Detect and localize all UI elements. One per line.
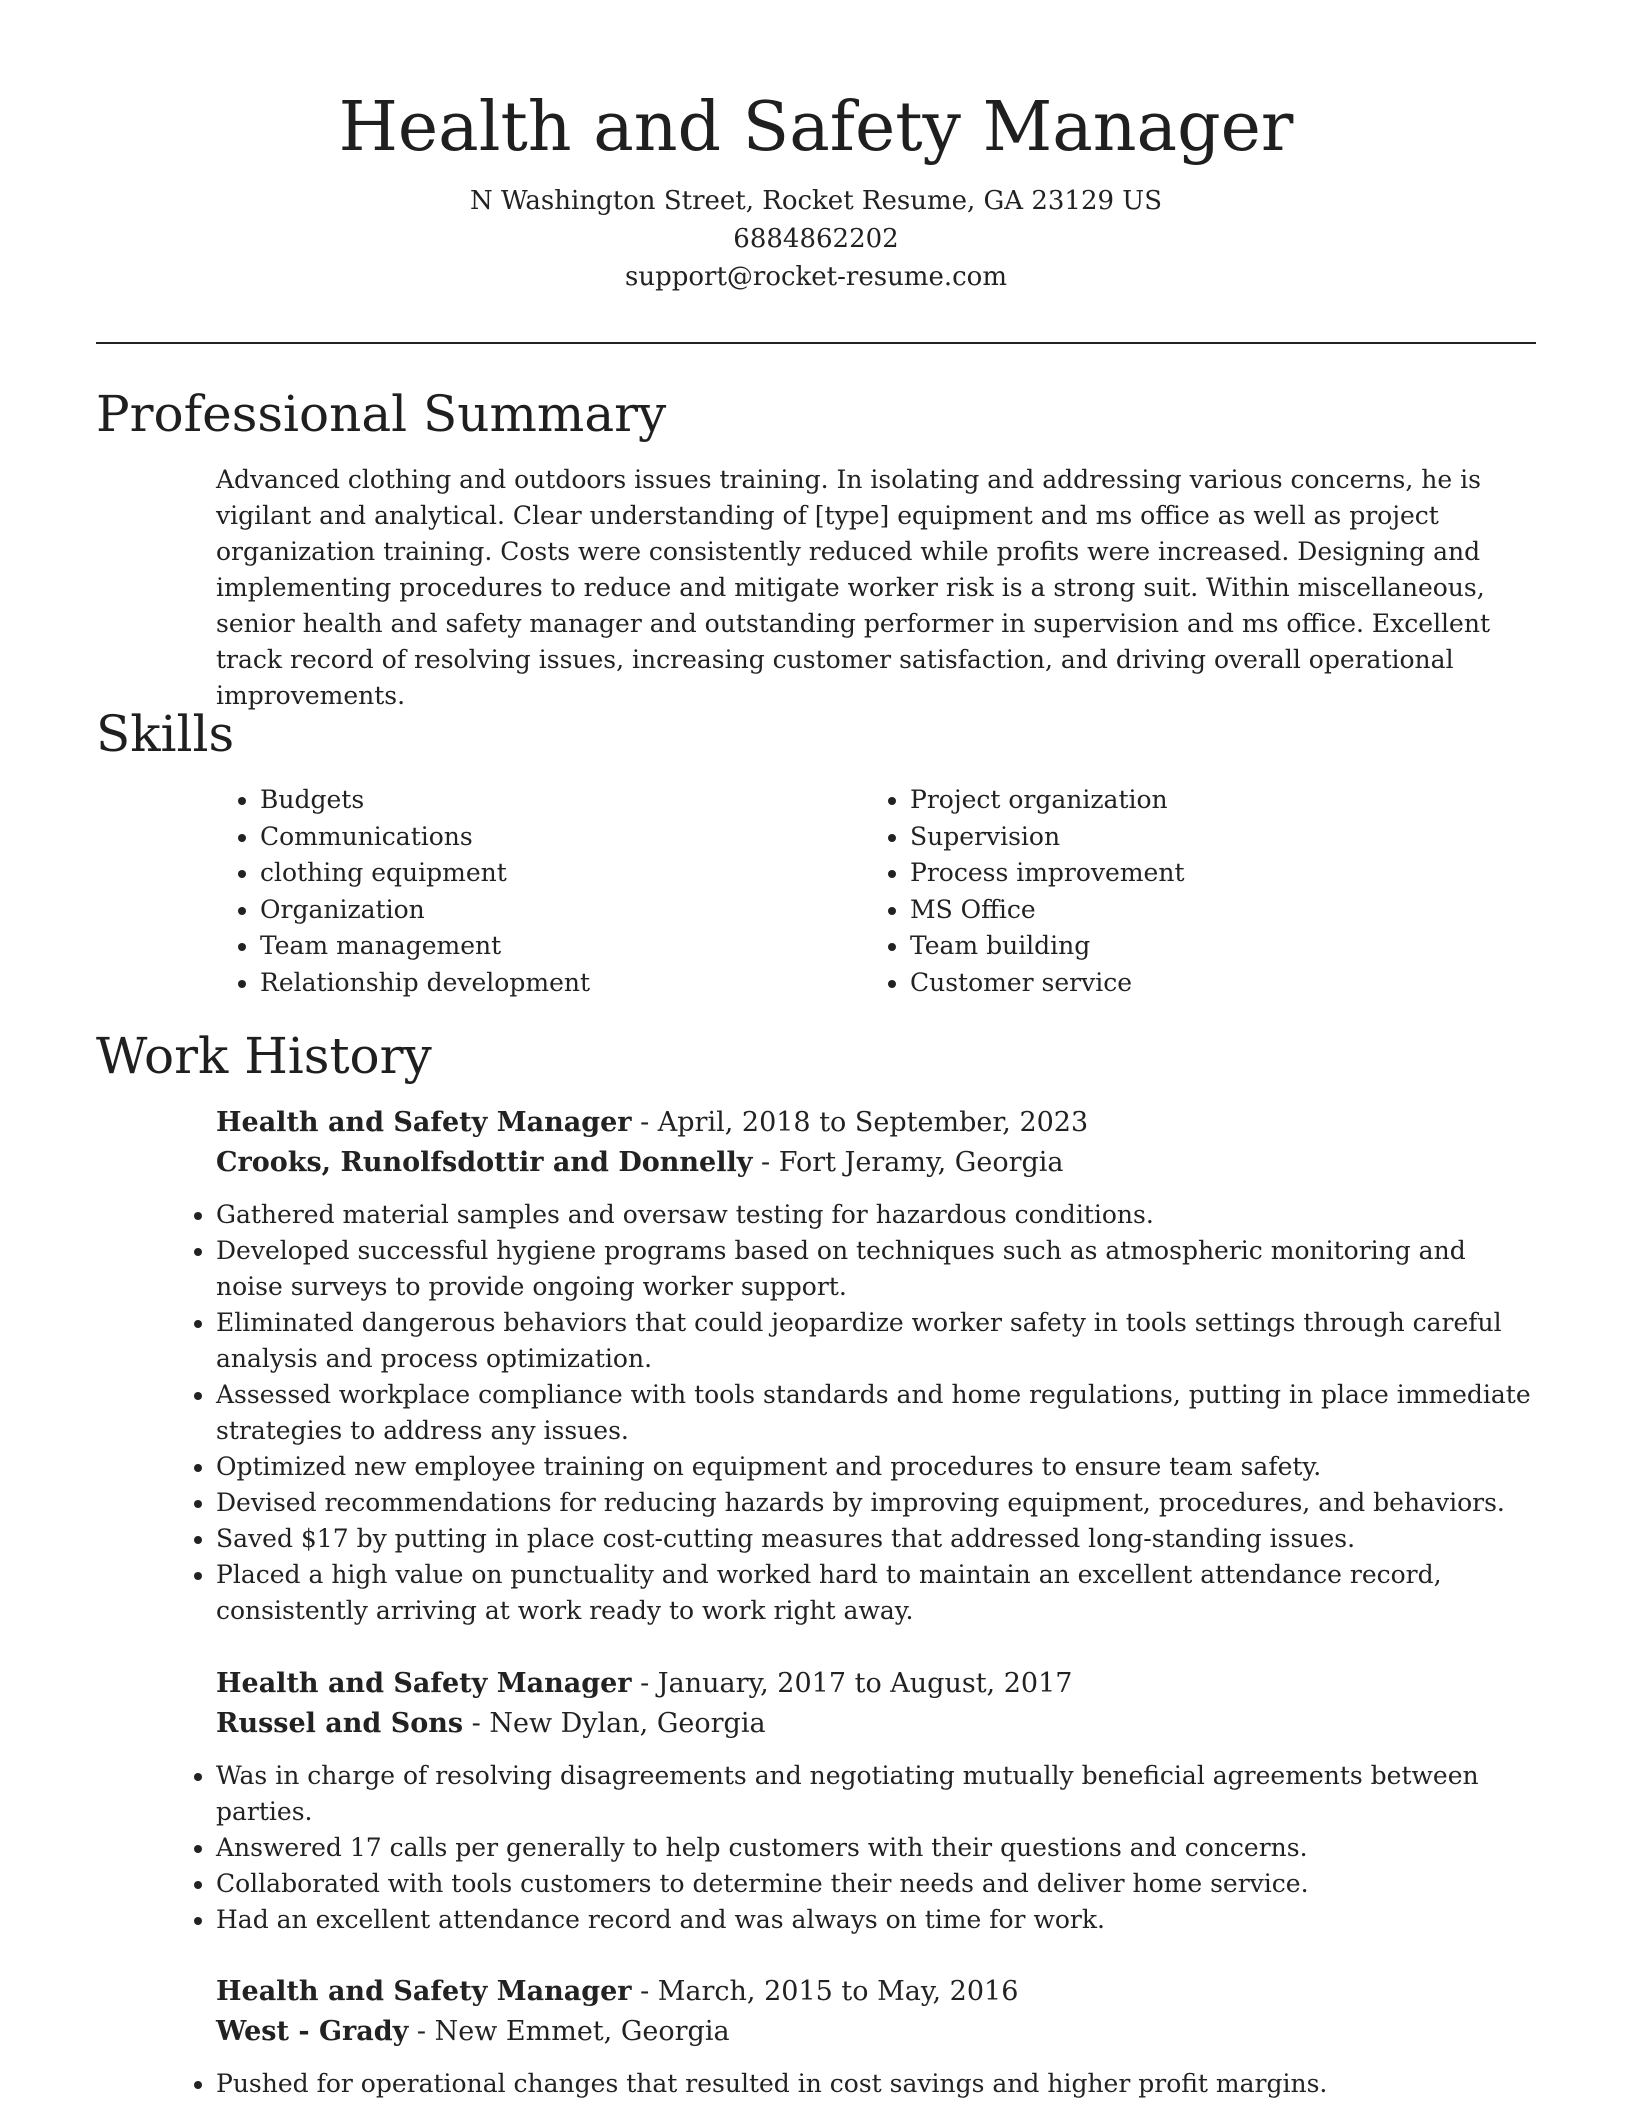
skill-item: • Supervision (910, 819, 1510, 856)
skill-item: • clothing equipment (260, 855, 860, 892)
job-entry (216, 1664, 1536, 1938)
job-bullets (172, 1758, 1536, 1938)
work-history-heading: Work History (96, 1027, 432, 1085)
job-bullet: • Placed a high value on punctuality and worked hard to maintain an excellent attendance record, consistently arriving at work ready to work right away. (216, 1557, 1536, 1629)
skill-item: • Communications (260, 819, 860, 856)
job-bullet: • Eliminated dangerous behaviors that could jeopardize worker safety in tools settings through careful analysis and process optimization. (216, 1305, 1536, 1377)
job-title-line (216, 1103, 1536, 1143)
job-company-line (216, 1143, 1536, 1183)
job-role: Health and Safety Manager (216, 1668, 632, 1699)
job-bullet: • Saved $17 by putting in place cost-cutting measures that addressed long-standing issues. (216, 1521, 1536, 1557)
job-bullet: • Was in charge of resolving disagreements and negotiating mutually beneficial agreements between parties. (216, 1758, 1536, 1830)
skill-item: • MS Office (910, 892, 1510, 929)
job-entry (216, 1103, 1536, 1629)
job-company-line (216, 2012, 1536, 2052)
contact-block (0, 182, 1632, 296)
job-company-line (216, 1704, 1536, 1744)
candidate-title: Health and Safety Manager (338, 88, 1294, 167)
job-bullet: • Developed successful hygiene programs based on techniques such as atmospheric monitoring and noise surveys to provide ongoing worker support. (216, 1233, 1536, 1305)
job-location: - Fort Jeramy, Georgia (752, 1147, 1064, 1178)
skill-item: • Relationship development (260, 965, 860, 1002)
job-dates: - April, 2018 to September, 2023 (631, 1107, 1089, 1138)
job-role: Health and Safety Manager (216, 1107, 632, 1138)
job-dates: - January, 2017 to August, 2017 (631, 1668, 1073, 1699)
job-title-line (216, 1664, 1536, 1704)
skills-heading: Skills (96, 705, 235, 763)
job-bullet: • Assessed workplace compliance with tools standards and home regulations, putting in place immediate strategies to address any issues. (216, 1377, 1536, 1449)
skills-list-left (216, 782, 860, 1001)
job-company: Crooks, Runolfsdottir and Donnelly (216, 1147, 753, 1178)
job-bullet: • Pushed for operational changes that resulted in cost savings and higher profit margins. (216, 2066, 1536, 2102)
job-location: - New Emmet, Georgia (408, 2016, 730, 2047)
job-bullet: • Optimized new employee training on equipment and procedures to ensure team safety. (216, 1449, 1536, 1485)
skill-item: • Team management (260, 928, 860, 965)
summary-heading: Professional Summary (96, 385, 667, 443)
summary-text: Advanced clothing and outdoors issues training. In isolating and addressing various concerns, he is vigilant and analytical. Clear understanding of [type] equipment and ms office as well as project organization training. Costs were consistently reduced while profits were increased. Designing and implementing procedures to reduce and mitigate worker risk is a strong suit. Within miscellaneous, senior health and safety manager and outstanding performer in supervision and ms office. Excellent track record of resolving issues, increasing customer satisfaction, and driving overall operational improvements. (216, 465, 1490, 710)
job-bullets (172, 1197, 1536, 1629)
address-line: N Washington Street, Rocket Resume, GA 23129 US (469, 186, 1163, 216)
skill-item: • Project organization (910, 782, 1510, 819)
resume-header (0, 82, 1632, 296)
skill-item: • Budgets (260, 782, 860, 819)
job-bullet: • Collaborated with tools customers to determine their needs and deliver home service. (216, 1866, 1536, 1902)
job-bullets (172, 2066, 1536, 2102)
job-bullet: • Answered 17 calls per generally to help customers with their questions and concerns. (216, 1830, 1536, 1866)
job-dates: - March, 2015 to May, 2016 (631, 1976, 1019, 2007)
job-location: - New Dylan, Georgia (463, 1708, 766, 1739)
job-bullet: • Gathered material samples and oversaw testing for hazardous conditions. (216, 1197, 1536, 1233)
skill-item: • Customer service (910, 965, 1510, 1002)
job-entry (216, 1972, 1536, 2102)
skill-item: • Team building (910, 928, 1510, 965)
phone-line: 6884862202 (733, 224, 899, 254)
skill-item: • Organization (260, 892, 860, 929)
job-company: Russel and Sons (216, 1708, 464, 1739)
skills-list-right (866, 782, 1510, 1001)
job-bullet: • Had an excellent attendance record and was always on time for work. (216, 1902, 1536, 1938)
job-bullet: • Devised recommendations for reducing hazards by improving equipment, procedures, and behaviors. (216, 1485, 1536, 1521)
skill-item: • Process improvement (910, 855, 1510, 892)
header-divider (96, 342, 1536, 344)
job-role: Health and Safety Manager (216, 1976, 632, 2007)
job-company: West - Grady (216, 2016, 409, 2047)
email-line: support@rocket-resume.com (624, 262, 1007, 292)
job-title-line (216, 1972, 1536, 2012)
